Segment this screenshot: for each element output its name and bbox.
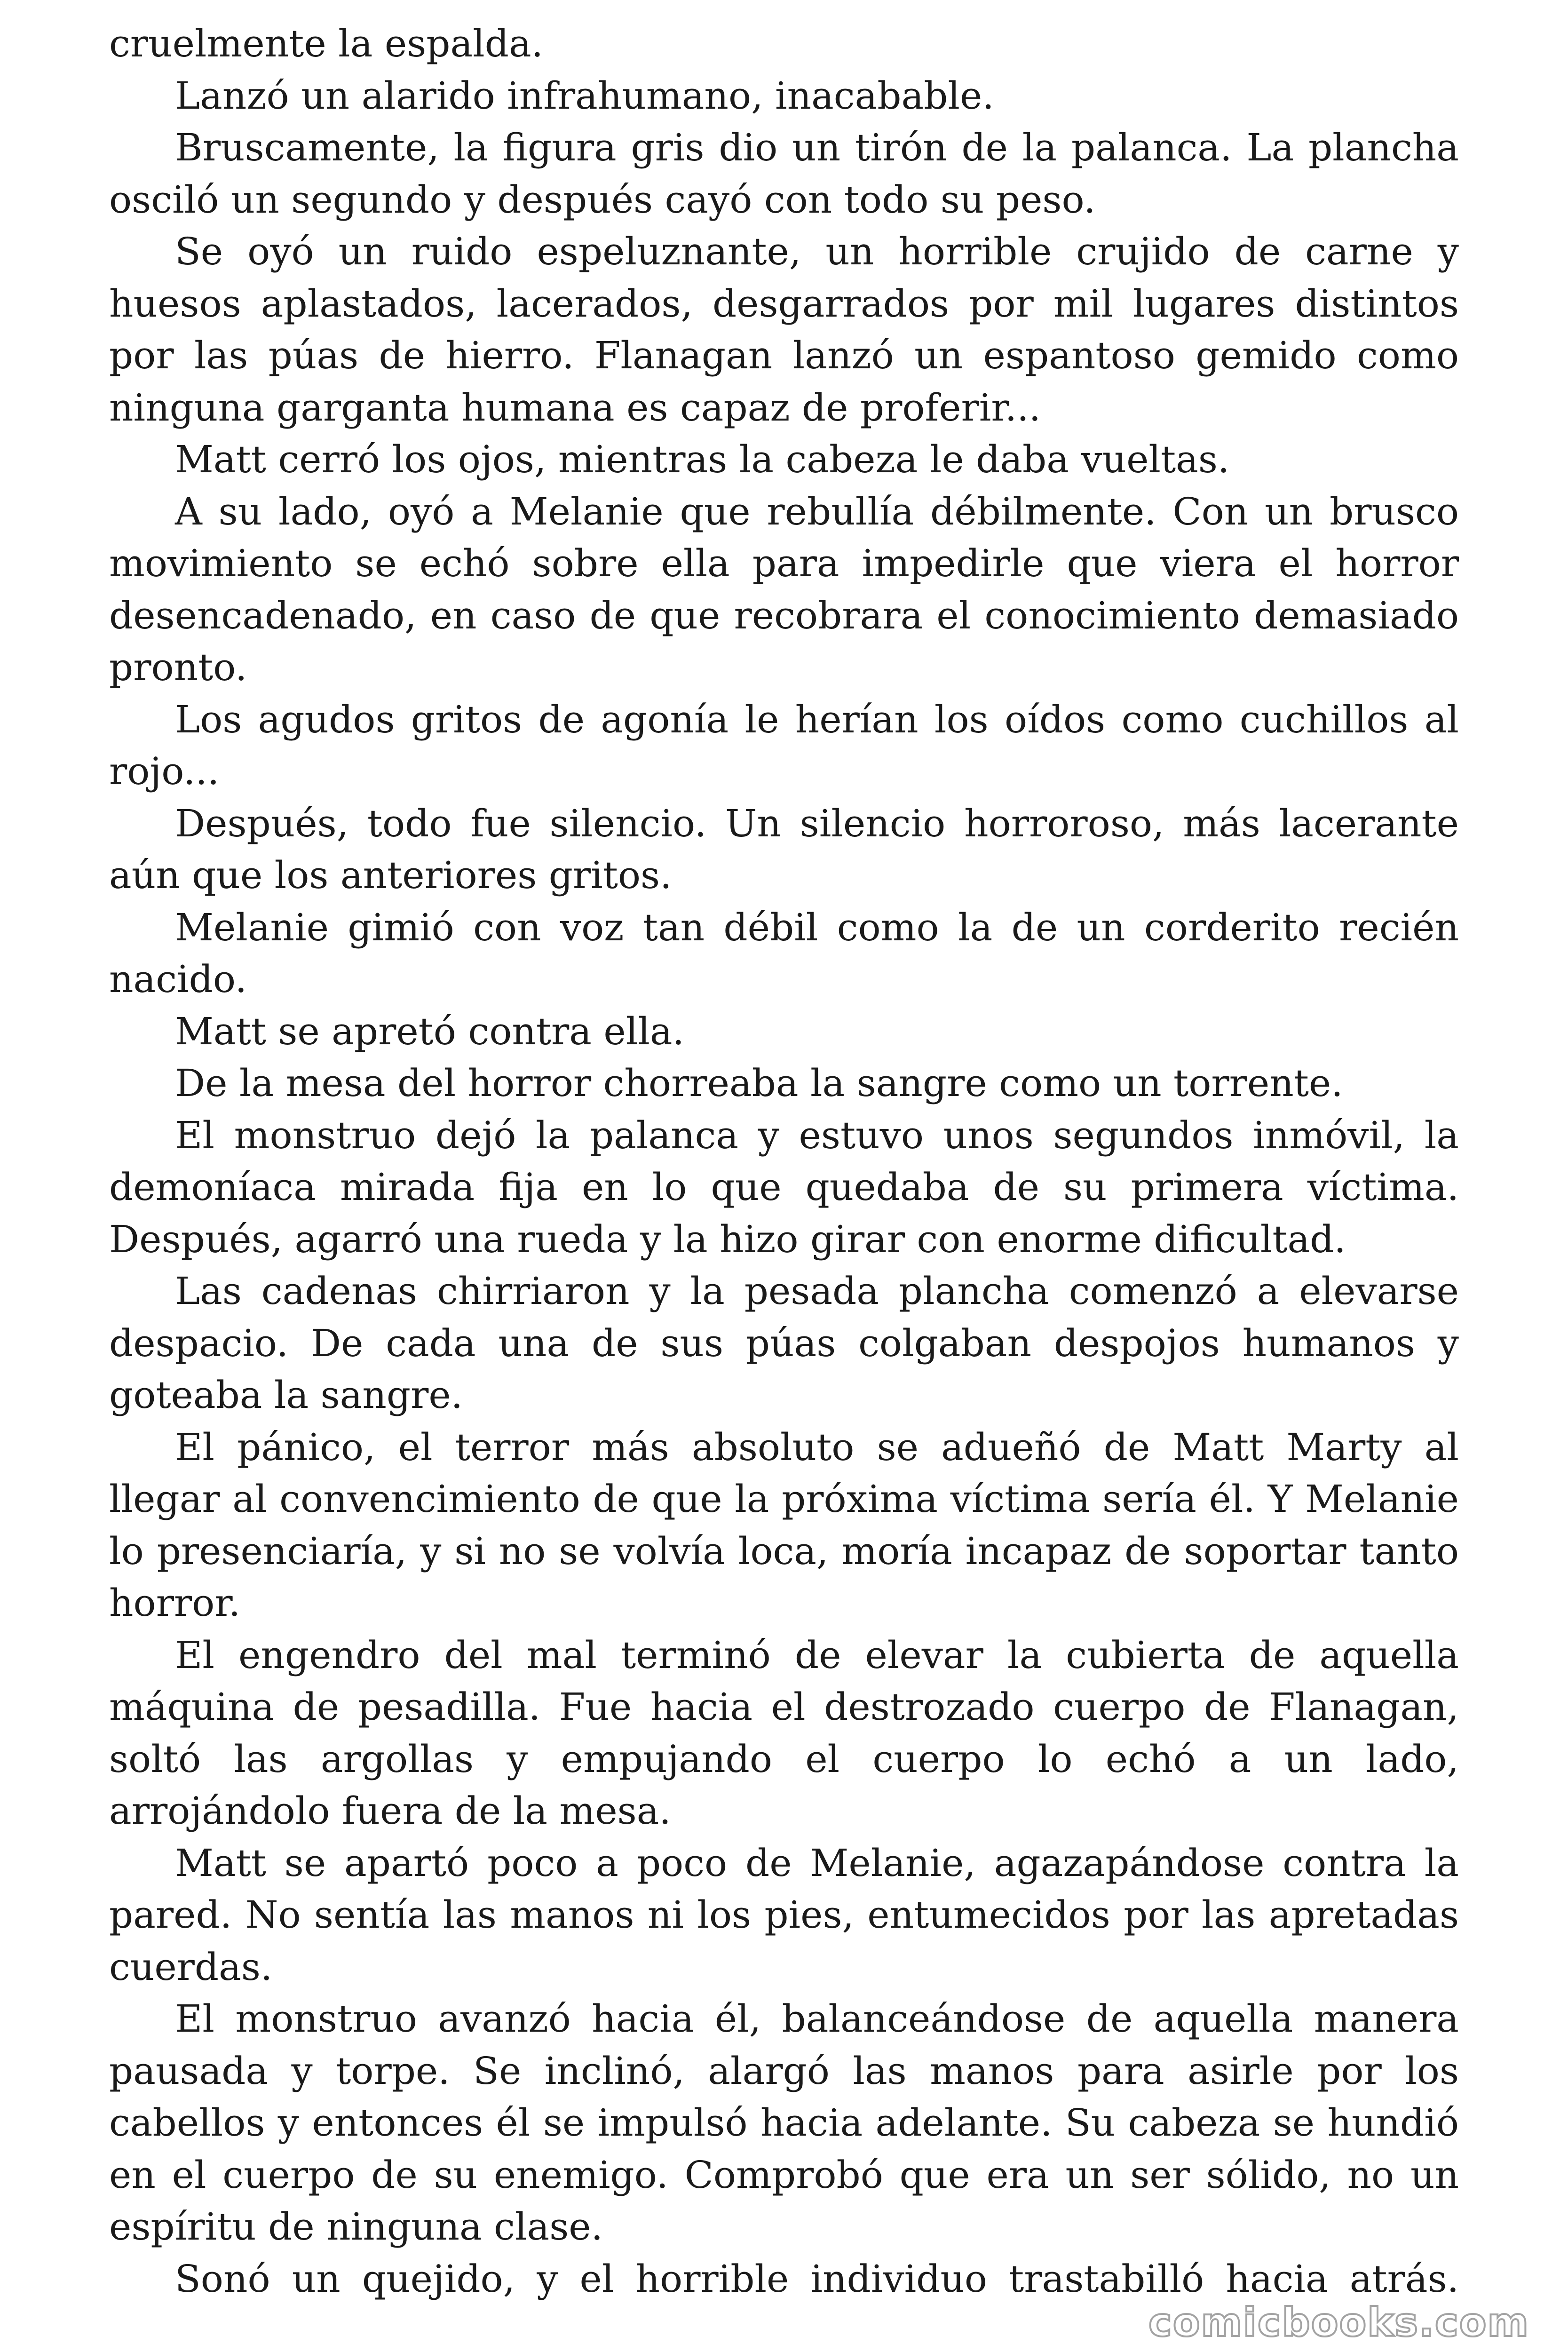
paragraph: El monstruo dejó la palanca y estuvo unos segundos inmóvil, la demoníaca mirada fija en lo que quedaba de su primera víctima. Después, agarró una rueda y la hizo girar con enorme dificultad. — [109, 1113, 1459, 1261]
paragraph: Melanie gimió con voz tan débil como la de un corderito recién nacido. — [109, 905, 1459, 1001]
book-page-text — [109, 18, 1459, 2305]
paragraph: Sonó un quejido, y el horrible individuo trastabilló hacia atrás. — [175, 2257, 1459, 2301]
watermark-logo: comicbooks.com — [1148, 2299, 1529, 2345]
paragraph: Matt se apartó poco a poco de Melanie, agazapándose contra la pared. No sentía las manos ni los pies, entumecidos por las apretadas cuerdas. — [109, 1841, 1459, 1989]
paragraph: El monstruo avanzó hacia él, balanceándose de aquella manera pausada y torpe. Se inclinó, alargó las manos para asirle por los cabellos y entonces él se impulsó hacia adelante. Su cabeza se hundió en el cuerpo de su enemigo. Comprobó que era un ser sólido, no un espíritu de ninguna clase. — [109, 1997, 1459, 2249]
paragraph: Los agudos gritos de agonía le herían los oídos como cuchillos al rojo... — [109, 697, 1459, 793]
paragraph: A su lado, oyó a Melanie que rebullía débilmente. Con un brusco movimiento se echó sobre ella para impedirle que viera el horror desencadenado, en caso de que recobrara el conocimiento demasiado pronto. — [109, 489, 1459, 689]
paragraph: Matt cerró los ojos, mientras la cabeza le daba vueltas. — [175, 437, 1230, 481]
paragraph: El pánico, el terror más absoluto se adueñó de Matt Marty al llegar al convencimiento de que la próxima víctima sería él. Y Melanie lo presenciaría, y si no se volvía loca, moría incapaz de soportar tanto horror. — [109, 1425, 1459, 1625]
paragraph: Bruscamente, la figura gris dio un tirón de la palanca. La plancha osciló un segundo y después cayó con todo su peso. — [109, 126, 1459, 222]
paragraph: cruelmente la espalda. — [109, 22, 544, 65]
paragraph: Matt se apretó contra ella. — [175, 1009, 685, 1053]
paragraph: El engendro del mal terminó de elevar la cubierta de aquella máquina de pesadilla. Fue hacia el destrozado cuerpo de Flanagan, soltó las argollas y empujando el cuerpo lo echó a un lado, arrojándolo fuera de la mesa. — [109, 1633, 1459, 1833]
paragraph: De la mesa del horror chorreaba la sangre como un torrente. — [175, 1061, 1343, 1105]
paragraph: Las cadenas chirriaron y la pesada plancha comenzó a elevarse despacio. De cada una de sus púas colgaban despojos humanos y goteaba la sangre. — [109, 1269, 1459, 1417]
paragraph: Se oyó un ruido espeluznante, un horrible crujido de carne y huesos aplastados, lacerados, desgarrados por mil lugares distintos por las púas de hierro. Flanagan lanzó un espantoso gemido como ninguna garganta humana es capaz de proferir... — [109, 230, 1459, 429]
paragraph: Lanzó un alarido infrahumano, inacabable. — [175, 73, 994, 118]
paragraph: Después, todo fue silencio. Un silencio horroroso, más lacerante aún que los anteriores gritos. — [109, 801, 1459, 897]
